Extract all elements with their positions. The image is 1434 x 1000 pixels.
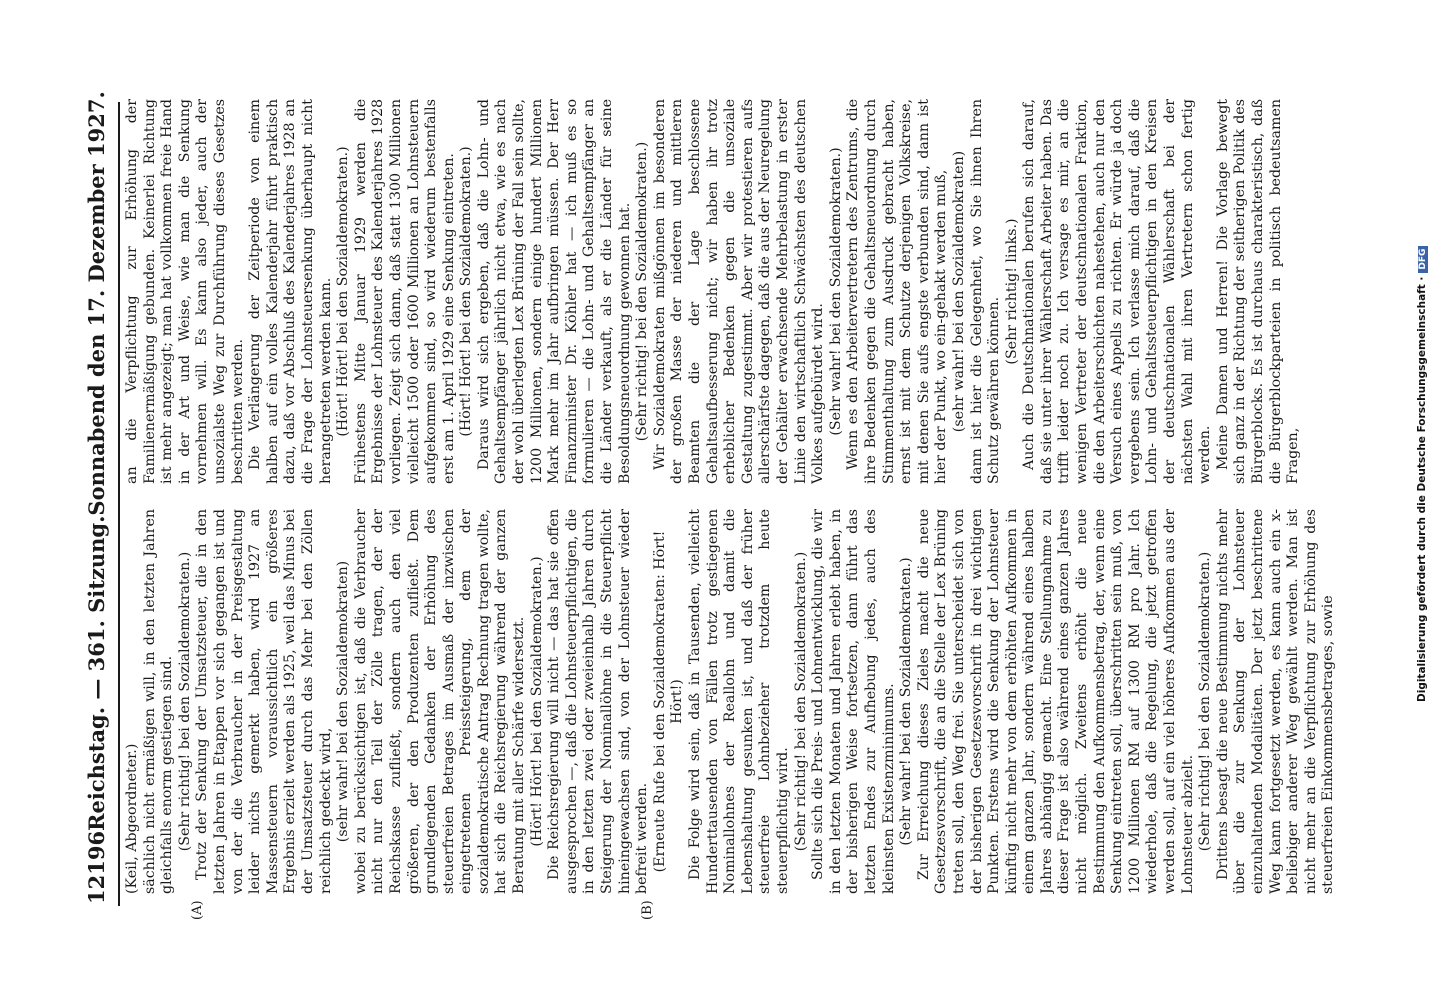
paragraph: Wenn es den Arbeitervertretern des Zentrums, die ihre Bedenken gegen die Gehaltsneuordnung durch Stimmenthaltung zum Ausdruck gebracht haben, ernst ist mit dem Schutze derjenigen Volkskreise, mit denen Sie aufs engste verbunden sind, dann ist hier der Punkt, wo ein-gehakt werden muß, xyxy=(845,99,950,484)
paragraph: wobei zu berücksichtigen ist, daß die Verbraucher nicht nur den Teil der Zölle tragen, der der Reichskasse zufließt, sondern auch den viel größeren, der den Produzenten zufließt. Dem grundlegenden Gedanken der Erhöhung des steuerfreien Betrages im Ausmaß der inzwischen eingetretenen Preissteigerung, dem der sozialdemokratische Antrag Rechnung tragen wollte, hat sich die Reichsregierung während der ganzen Beratung mit aller Schärfe widersetzt. xyxy=(352,509,528,894)
paragraph: (Keil, Abgeordneter.) xyxy=(124,743,140,894)
page-number: 12196 xyxy=(84,830,109,904)
margin-marker-a: (A) xyxy=(190,900,205,920)
interjection: (Sehr wahr! bei den Sozialdemokraten.) xyxy=(898,557,915,846)
interjection: (Sehr richtig! bei den Sozialdemokraten.) xyxy=(634,141,651,442)
interjection: (Erneute Rufe bei den Sozialdemokraten: Hört! Hört!) xyxy=(651,530,686,873)
paragraph: an die Verpflichtung zur Erhöhung der Familienermäßigung gebunden. Keinerlei Richtung ist mehr angezeigt; man hat vollkommen freie Hand in der Art und Weise, wie man die Senkung vornehmen will. Es kann also jeder, auch der unsozialste Weg zur Durchführung dieses Gesetzes beschritten werden. xyxy=(124,99,246,484)
paragraph: Zur Erreichung dieses Zieles macht die neue Gesetzesvorschrift, die an die Stelle der Lex Brüning treten soll, den Weg frei. Sie unterscheidet sich von der bisherigen Gesetzesvorschrift in drei wichtigen Punkten. Erstens wird die Senkung der Lohnsteuer künftig nicht mehr von dem erhöhten Aufkommen in einem ganzen Jahr, sondern während eines halben Jahres abhängig gemacht. Eine Stellungnahme zu dieser Frage ist also während eines ganzen Jahres nicht möglich. Zweitens erhöht die neue Bestimmung den Aufkommensbetrag, der, wenn eine Senkung eintreten soll, überschritten sein muß, von 1200 Millionen RM auf 1300 RM pro Jahr. Ich wiederhole, daß die Regelung, die jetzt getroffen werden soll, auf ein viel höheres Aufkommen aus der Lohnsteuer abzielt. xyxy=(915,509,1196,894)
interjection: (sehr wahr! bei den Sozialdemokraten) xyxy=(950,150,967,433)
header-rule xyxy=(118,102,120,906)
paragraph: Sollte sich die Preis- und Lohnentwicklung, die wir in den letzten Monaten und Jahren erlebt haben, in der bisherigen Weise fortsetzen, dann führt das letzten Endes zur Aufhebung jedes, auch des kleinsten Existenzminimums. xyxy=(810,509,897,894)
stamp-text: Digitalisierung gefördert durch die Deutsche Forschungsgemeinschaft · xyxy=(1416,276,1428,702)
paragraph: Die Folge wird sein, daß in Tausenden, vielleicht Hunderttausenden von Fällen trotz gestiegenen Nominallohnes der Reallohn und damit die Lebenshaltung gesunken ist, und daß der früher steuerfreie Lohnbezieher trotzdem heute steuerpflichtig wird. xyxy=(687,509,791,894)
dfg-logo: DFG xyxy=(1418,246,1428,273)
paragraph: Auch die Deutschnationalen berufen sich darauf, daß sie unter ihrer Wählerschaft Arbeiter haben. Das trifft leider noch zu. Ich versage es mir, an die wenigen Vertreter der deutschnationalen Fraktion, die den Arbeiterschichten nahestehen, auch nur den Versuch eines Appells zu richten. Er würde ja doch vergebens sein. Ich verlasse mich darauf, daß die Lohn- und Gehaltssteuerpflichtigen in den Kreisen der deutschnationalen Wählerschaft bei der nächsten Wahl mit ihren Vertretern schon fertig werden. xyxy=(1021,99,1214,484)
paragraph: Trotz der Senkung der Umsatzsteuer, die in den letzten Jahren in Etappen vor sich gegangen ist und von der die Verbraucher in der Preisgestaltung leider nichts gemerkt haben, wird 1927 an Massensteuern voraussichtlich ein größeres Ergebnis erzielt werden als 1925, weil das Minus bei der Umsatzsteuer durch das Mehr bei den Zöllen reichlich gedeckt wird, xyxy=(194,509,334,894)
interjection: (Sehr richtig! bei den Sozialdemokraten.) xyxy=(176,551,193,852)
paragraph: Drittens besagt die neue Bestimmung nichts mehr über die zur Senkung der Lohnsteuer einzuhaltenden Modalitäten. Der jetzt beschrittene Weg kann fortgesetzt werden, es kann auch ein x-beliebiger anderer Weg gewählt werden. Man ist nicht mehr an die Verpflichtung zur Erhöhung des steuerfreien Einkommensbetrages, sowie xyxy=(1214,509,1337,894)
page-header xyxy=(84,91,120,904)
interjection: (Sehr richtig! bei den Sozialdemokraten.) xyxy=(792,551,809,852)
paragraph: Frühestens Mitte Januar 1929 werden die Ergebnisse der Lohnsteuer des Kalenderjahres 1928 vorliegen. Zeigt sich dann, daß statt 1300 Millionen vielleicht 1500 oder 1600 Millionen an Lohnsteuern aufgekommen sind, so wird wiederum bestenfalls erst am 1. April 1929 eine Senkung eintreten. xyxy=(352,99,457,484)
interjection: (Sehr richtig! links.) xyxy=(1003,218,1020,365)
paragraph: sächlich nicht ermäßigen will, in den letzten Jahren gleichfalls enorm gestiegen sind. xyxy=(141,509,176,894)
interjection: (Sehr wahr! bei den Sozialdemokraten.) xyxy=(827,147,844,436)
interjection: (sehr wahr! bei den Sozialdemokraten) xyxy=(335,560,352,843)
text-column-right xyxy=(124,99,1404,484)
session-date: Sonnabend den 17. Dezember 1927. xyxy=(84,91,109,516)
interjection: (Hört! Hört! bei den Sozialdemokraten.) xyxy=(335,146,352,437)
paragraph: dann ist hier die Gelegenheit, wo Sie ihnen Ihren Schutz gewähren können. xyxy=(968,99,1003,484)
paragraph: Die Verlängerung der Zeitperiode von einem halben auf ein volles Kalenderjahr führt praktisch dazu, daß vor Abschluß des Kalenderjahres 1928 an die Frage der Lohnsteuersenkung überhaupt nicht herangetreten werden kann. xyxy=(247,99,334,484)
interjection: (Sehr richtig! bei den Sozialdemokraten.) xyxy=(1197,551,1214,852)
rotated-page-content xyxy=(80,84,1410,924)
paragraph: Daraus wird sich ergeben, daß die Lohn- und Gehaltsempfänger jährlich nicht etwa, wie es nach der wohl überlegten Lex Brüning der Fall sein sollte, 1200 Millionen, sondern einige hundert Millionen Mark mehr im Jahr aufbringen müssen. Der Herr Finanzminister Dr. Köhler hat — ich muß es so formulieren — die Lohn- und Gehaltsempfänger an die Länder verkauft, als er die Länder für seine Besoldungsneuordnung gewonnen hat. xyxy=(475,99,633,484)
paragraph: Wir Sozialdemokraten mißgönnen im besonderen der großen Masse der niederen und mittleren Beamten die der Lage beschlossene Gehaltsaufbesserung nicht; wir haben ihr trotz erheblicher Bedenken gegen die unsoziale Gestaltung zugestimmt. Aber wir protestieren aufs allerschärfste dagegen, daß die aus der Neuregelung der Gehälter erwachsende Mehrbelastung in erster Linie den wirtschaftlich Schwächsten des deutschen Volkes aufgebürdet wird. xyxy=(651,99,827,484)
digitization-stamp xyxy=(1416,12,1434,702)
interjection: (Hört! Hört! bei den Sozialdemokraten.) xyxy=(528,556,545,847)
session-title: Reichstag. — 361. Sitzung. xyxy=(84,515,109,831)
paragraph: Meine Damen und Herren! Die Vorlage bewegt sich ganz in der Richtung der seitherigen Politik des Bürgerblocks. Es ist durchaus charakteristisch, daß die Bürgerblockparteien in politisch bedeutsamen Fragen, xyxy=(1214,99,1302,484)
interjection: (Hört! Hört! bei den Sozialdemokraten.) xyxy=(458,146,475,437)
text-column-left xyxy=(124,509,1404,894)
margin-marker-b: (B) xyxy=(640,900,655,920)
paragraph: Die Reichsregierung will nicht — das hat sie offen ausgesprochen —, daß die Lohnsteuerpflichtigen, die in den letzten zwei oder zweieinhalb Jahren durch Steigerung der Nominallöhne in die Steuerpflicht hineingewachsen sind, von der Lohnsteuer wieder befreit werden. xyxy=(546,509,651,894)
